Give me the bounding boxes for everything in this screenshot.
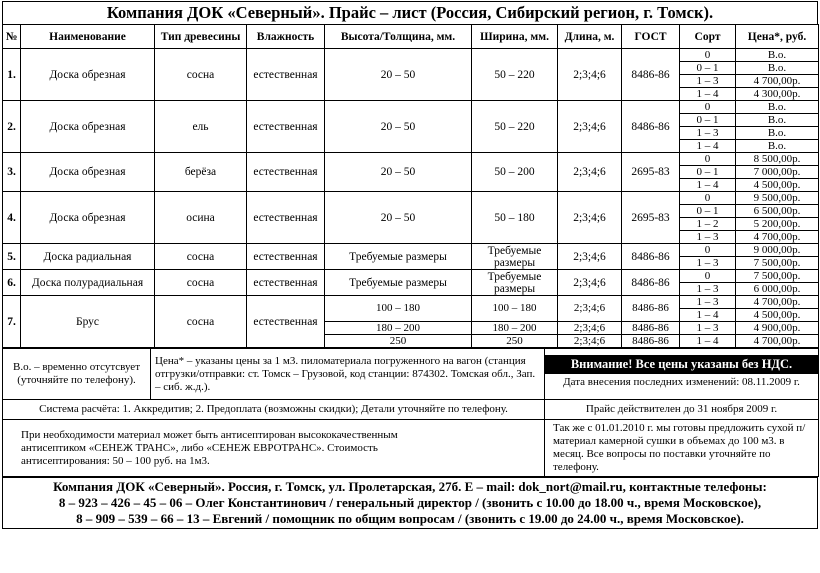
grade-price: В.о.	[736, 62, 819, 75]
height-range: 20 – 50	[325, 192, 472, 244]
grade-sort: 1 – 3	[680, 322, 736, 335]
validity-date: Прайс действителен до 31 ноября 2009 г.	[545, 400, 819, 420]
width-range: Требуемые размеры	[472, 270, 558, 296]
gost-code: 8486-86	[622, 49, 680, 101]
product-name: Доска радиальная	[21, 244, 155, 270]
product-num: 6.	[3, 270, 21, 296]
grade-sort: 0	[680, 270, 736, 283]
moisture: естественная	[247, 153, 325, 192]
grade-price: 6 500,00р.	[736, 205, 819, 218]
dry-wood-note: Так же с 01.01.2010 г. мы готовы предложить сухой п/материал камерной сушки в объемах до 100 м3. в месяц. Все вопросы по поставки уточняйте по телефону.	[545, 420, 819, 477]
grade-sort: 1 – 3	[680, 75, 736, 88]
product-num: 3.	[3, 153, 21, 192]
payment-terms: Система расчёта: 1. Аккредитив; 2. Предоплата (возможны скидки); Детали уточняйте по телефону.	[3, 400, 545, 420]
grade-sort: 1 – 3	[680, 296, 736, 309]
grade-sort: 1 – 4	[680, 179, 736, 192]
contacts-footer	[2, 477, 818, 529]
header-gost: ГОСТ	[622, 25, 680, 49]
header-num: №	[3, 25, 21, 49]
header-height: Высота/Толщина, мм.	[325, 25, 472, 49]
vat-cell	[545, 349, 819, 400]
grade-price: 4 700,00р.	[736, 335, 819, 348]
height-range: 20 – 50	[325, 101, 472, 153]
header-moisture: Влажность	[247, 25, 325, 49]
grade-sort: 1 – 3	[680, 231, 736, 244]
length-values: 2;3;4;6	[558, 322, 622, 335]
grade-sort: 0	[680, 244, 736, 257]
header-length: Длина, м.	[558, 25, 622, 49]
header-price: Цена*, руб.	[736, 25, 819, 49]
grade-price: 7 000,00р.	[736, 166, 819, 179]
width-range: 50 – 220	[472, 49, 558, 101]
grade-sort: 0	[680, 101, 736, 114]
footer-director-line: 8 – 923 – 426 – 45 – 06 – Олег Константинович / генеральный директор / (звонить с 10.00 до 18.00 ч., время Московское),	[58, 495, 762, 510]
length-values: 2;3;4;6	[558, 192, 622, 244]
grade-price: 4 700,00р.	[736, 296, 819, 309]
table-header-row	[3, 25, 819, 49]
grade-price: 4 300,00р.	[736, 88, 819, 101]
grade-price: 4 700,00р.	[736, 75, 819, 88]
moisture: естественная	[247, 49, 325, 101]
header-wood: Тип древесины	[155, 25, 247, 49]
wood-type: берёза	[155, 153, 247, 192]
table-row	[3, 244, 819, 257]
document-title: Компания ДОК «Северный». Прайс – лист (Россия, Сибирский регион, г. Томск).	[2, 1, 818, 24]
wood-type: ель	[155, 101, 247, 153]
height-range: 100 – 180	[325, 296, 472, 322]
product-num: 5.	[3, 244, 21, 270]
grade-price: В.о.	[736, 127, 819, 140]
grade-sort: 0	[680, 192, 736, 205]
vo-note: В.о. – временно отсутсвует (уточняйте по телефону).	[3, 349, 151, 400]
length-values: 2;3;4;6	[558, 244, 622, 270]
height-range: 250	[325, 335, 472, 348]
height-range: 180 – 200	[325, 322, 472, 335]
height-range: Требуемые размеры	[325, 244, 472, 270]
table-row	[3, 270, 819, 283]
antiseptic-note: При необходимости материал может быть антисептирован высококачественным антисептиком «СЕНЕЖ ТРАНС», либо «СЕНЕЖ ЕВРОТРАНС». Стоимость антисептирования: 50 – 100 руб. на 1м3.	[3, 420, 545, 477]
header-width: Ширина, мм.	[472, 25, 558, 49]
vat-warning: Внимание! Все цены указаны без НДС.	[545, 355, 818, 374]
table-row	[3, 153, 819, 166]
grade-sort: 1 – 3	[680, 283, 736, 296]
grade-sort: 1 – 2	[680, 218, 736, 231]
width-range: 180 – 200	[472, 322, 558, 335]
grade-sort: 1 – 4	[680, 309, 736, 322]
moisture: естественная	[247, 192, 325, 244]
table-row	[3, 49, 819, 62]
width-range: 100 – 180	[472, 296, 558, 322]
grade-price: 7 500,00р.	[736, 257, 819, 270]
length-values: 2;3;4;6	[558, 49, 622, 101]
gost-code: 2695-83	[622, 153, 680, 192]
table-row	[3, 296, 819, 309]
product-name: Брус	[21, 296, 155, 348]
moisture: естественная	[247, 296, 325, 348]
last-change-date: Дата внесения последних изменений: 08.11.2009 г.	[563, 376, 800, 388]
product-name: Доска обрезная	[21, 153, 155, 192]
gost-code: 8486-86	[622, 270, 680, 296]
grade-sort: 1 – 3	[680, 127, 736, 140]
grade-sort: 0 – 1	[680, 114, 736, 127]
grade-sort: 0 – 1	[680, 62, 736, 75]
grade-price: В.о.	[736, 114, 819, 127]
grade-sort: 0	[680, 153, 736, 166]
grade-price: 4 500,00р.	[736, 309, 819, 322]
height-range: Требуемые размеры	[325, 270, 472, 296]
width-range: 50 – 200	[472, 153, 558, 192]
table-row	[3, 101, 819, 114]
grade-price: 4 500,00р.	[736, 179, 819, 192]
table-row	[3, 192, 819, 205]
product-name: Доска обрезная	[21, 49, 155, 101]
length-values: 2;3;4;6	[558, 296, 622, 322]
moisture: естественная	[247, 270, 325, 296]
grade-sort: 0 – 1	[680, 166, 736, 179]
grade-sort: 1 – 4	[680, 140, 736, 153]
width-range: 50 – 220	[472, 101, 558, 153]
product-name: Доска обрезная	[21, 192, 155, 244]
width-range: Требуемые размеры	[472, 244, 558, 270]
length-values: 2;3;4;6	[558, 153, 622, 192]
width-range: 50 – 180	[472, 192, 558, 244]
grade-sort: 1 – 4	[680, 335, 736, 348]
wood-type: сосна	[155, 49, 247, 101]
wood-type: сосна	[155, 244, 247, 270]
price-list-document	[2, 1, 818, 571]
wood-type: сосна	[155, 270, 247, 296]
grade-sort: 0 – 1	[680, 205, 736, 218]
grade-price: 8 500,00р.	[736, 153, 819, 166]
grade-price: 4 900,00р.	[736, 322, 819, 335]
product-num: 1.	[3, 49, 21, 101]
product-num: 2.	[3, 101, 21, 153]
length-values: 2;3;4;6	[558, 101, 622, 153]
header-name: Наименование	[21, 25, 155, 49]
grade-price: 5 200,00р.	[736, 218, 819, 231]
grade-sort: 0	[680, 49, 736, 62]
grade-price: В.о.	[736, 101, 819, 114]
grade-sort: 1 – 3	[680, 257, 736, 270]
product-name: Доска полурадиальная	[21, 270, 155, 296]
header-sort: Сорт	[680, 25, 736, 49]
moisture: естественная	[247, 244, 325, 270]
grade-price: 9 000,00р.	[736, 244, 819, 257]
wood-type: осина	[155, 192, 247, 244]
grade-sort: 1 – 4	[680, 88, 736, 101]
wood-type: сосна	[155, 296, 247, 348]
gost-code: 8486-86	[622, 296, 680, 322]
length-values: 2;3;4;6	[558, 335, 622, 348]
gost-code: 2695-83	[622, 192, 680, 244]
grade-price: В.о.	[736, 140, 819, 153]
grade-price: 6 000,00р.	[736, 283, 819, 296]
product-num: 4.	[3, 192, 21, 244]
footer-assistant-line: 8 – 909 – 539 – 66 – 13 – Евгений / помощник по общим вопросам / (звонить с 19.00 до 24.00 ч., время Московское).	[76, 511, 744, 526]
grade-price: В.о.	[736, 49, 819, 62]
gost-code: 8486-86	[622, 101, 680, 153]
grade-price: 4 700,00р.	[736, 231, 819, 244]
length-values: 2;3;4;6	[558, 270, 622, 296]
grade-price: 7 500,00р.	[736, 270, 819, 283]
gost-code: 8486-86	[622, 322, 680, 335]
width-range: 250	[472, 335, 558, 348]
price-table	[2, 24, 819, 348]
notes-table	[2, 348, 819, 477]
product-num: 7.	[3, 296, 21, 348]
height-range: 20 – 50	[325, 49, 472, 101]
gost-code: 8486-86	[622, 335, 680, 348]
gost-code: 8486-86	[622, 244, 680, 270]
price-note: Цена* – указаны цены за 1 м3. пиломатериала погруженного на вагон (станция отгрузки/отправки: ст. Томск – Грузовой, код станции: 874302. Томская обл., Зап. – сиб. ж.д.).	[151, 349, 545, 400]
product-name: Доска обрезная	[21, 101, 155, 153]
grade-price: 9 500,00р.	[736, 192, 819, 205]
footer-company-line: Компания ДОК «Северный». Россия, г. Томск, ул. Пролетарская, 27б. E – mail: dok_nort@mail.ru, контактные телефоны:	[53, 479, 767, 494]
price-table-body	[3, 49, 819, 348]
height-range: 20 – 50	[325, 153, 472, 192]
moisture: естественная	[247, 101, 325, 153]
